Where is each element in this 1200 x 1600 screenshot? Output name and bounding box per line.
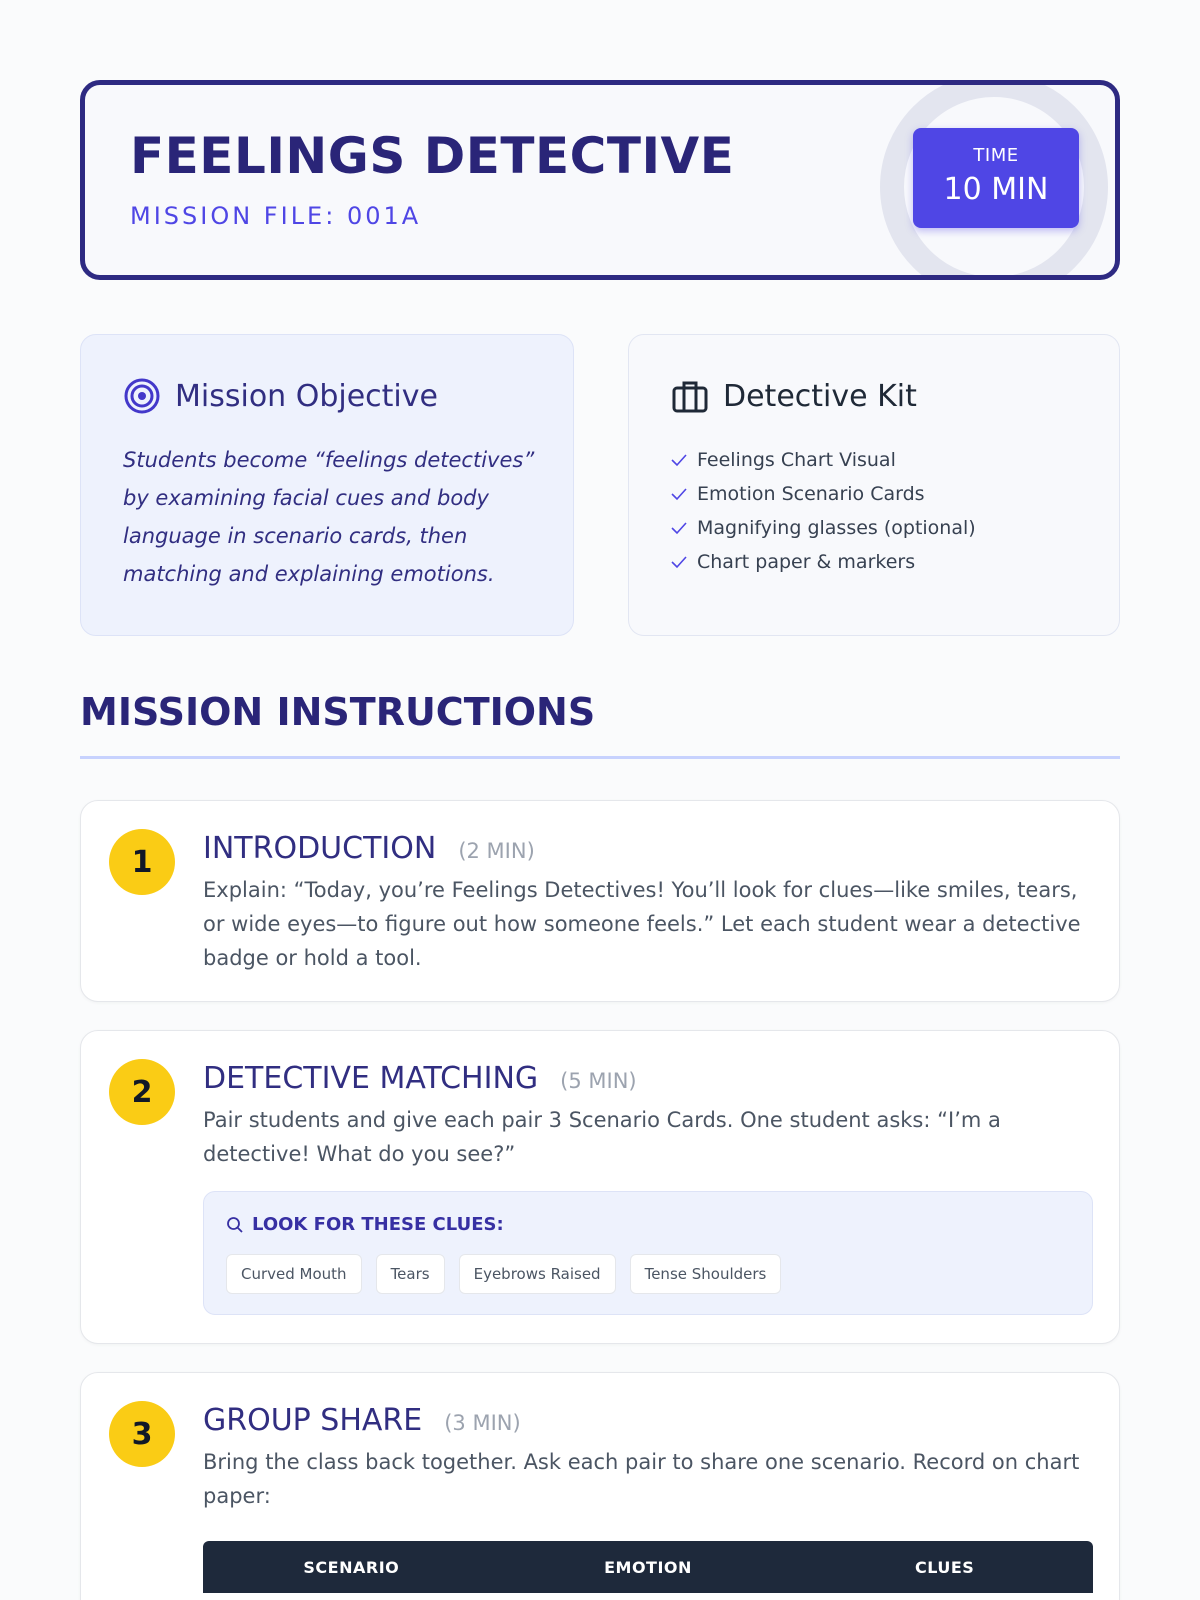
clue-tag: Tense Shoulders	[630, 1254, 782, 1294]
clue-tag: Eyebrows Raised	[459, 1254, 616, 1294]
check-icon	[671, 453, 687, 467]
step-card	[80, 800, 1120, 1002]
kit-item-label: Magnifying glasses (optional)	[697, 517, 976, 539]
briefcase-icon	[671, 377, 709, 415]
section-title: MISSION INSTRUCTIONS	[80, 690, 596, 734]
step-title: GROUP SHARE	[203, 1403, 423, 1438]
step-card	[80, 1030, 1120, 1344]
kit-item-label: Emotion Scenario Cards	[697, 483, 925, 505]
check-icon	[671, 521, 687, 535]
time-label: TIME	[973, 145, 1019, 166]
kit-title: Detective Kit	[723, 378, 917, 414]
clue-tag: Tears	[376, 1254, 445, 1294]
share-table-header	[203, 1541, 1093, 1593]
step-header	[203, 1061, 637, 1096]
kit-item	[671, 511, 976, 545]
step-text: Bring the class back together. Ask each pair to share one scenario. Record on chart paper:	[203, 1450, 1080, 1508]
step-duration: (5 MIN)	[560, 1069, 637, 1093]
step-title: INTRODUCTION	[203, 831, 437, 866]
step-duration: (2 MIN)	[458, 839, 535, 863]
search-icon	[226, 1216, 244, 1234]
section-divider	[80, 756, 1120, 759]
kit-heading	[671, 377, 917, 415]
step-number-badge: 3	[109, 1401, 175, 1467]
kit-item	[671, 477, 976, 511]
kit-list	[671, 443, 976, 579]
step-number-badge: 2	[109, 1059, 175, 1125]
step-duration: (3 MIN)	[444, 1411, 521, 1435]
step-number-badge: 1	[109, 829, 175, 895]
step-header	[203, 1403, 521, 1438]
time-value: 10 MIN	[943, 172, 1049, 207]
clue-tag: Curved Mouth	[226, 1254, 362, 1294]
step-text: Explain: “Today, you’re Feelings Detectives! You’ll look for clues—like smiles, tears, or wide eyes—to figure out how someone feels.” Let each student wear a detective badge or hold a tool.	[203, 878, 1081, 970]
clues-heading	[226, 1214, 504, 1235]
objective-text: Students become “feelings detectives” by examining facial cues and body language in scenario cards, then matching and explaining emotions.	[123, 448, 535, 586]
step-title: DETECTIVE MATCHING	[203, 1061, 539, 1096]
check-icon	[671, 487, 687, 501]
time-badge	[913, 128, 1079, 228]
objective-card	[80, 334, 574, 636]
mission-file-label: MISSION FILE: 001A	[130, 202, 422, 230]
step-card	[80, 1372, 1120, 1600]
table-header-clues: CLUES	[915, 1557, 975, 1577]
clue-tags	[226, 1254, 795, 1294]
objective-heading	[123, 377, 438, 415]
check-icon	[671, 555, 687, 569]
kit-item-label: Feelings Chart Visual	[697, 449, 896, 471]
table-header-emotion: EMOTION	[604, 1557, 692, 1577]
step-header	[203, 831, 535, 866]
clues-box	[203, 1191, 1093, 1315]
table-header-scenario: SCENARIO	[303, 1557, 400, 1577]
page-title: FEELINGS DETECTIVE	[130, 127, 735, 185]
objective-title: Mission Objective	[175, 378, 438, 414]
step-text: Pair students and give each pair 3 Scenario Cards. One student asks: “I’m a detective! What do you see?”	[203, 1108, 1001, 1166]
mission-header	[80, 80, 1120, 280]
kit-item-label: Chart paper & markers	[697, 551, 916, 573]
kit-card	[628, 334, 1120, 636]
target-icon	[123, 377, 161, 415]
kit-item	[671, 545, 976, 579]
kit-item	[671, 443, 976, 477]
clues-heading-label: LOOK FOR THESE CLUES:	[252, 1214, 504, 1235]
